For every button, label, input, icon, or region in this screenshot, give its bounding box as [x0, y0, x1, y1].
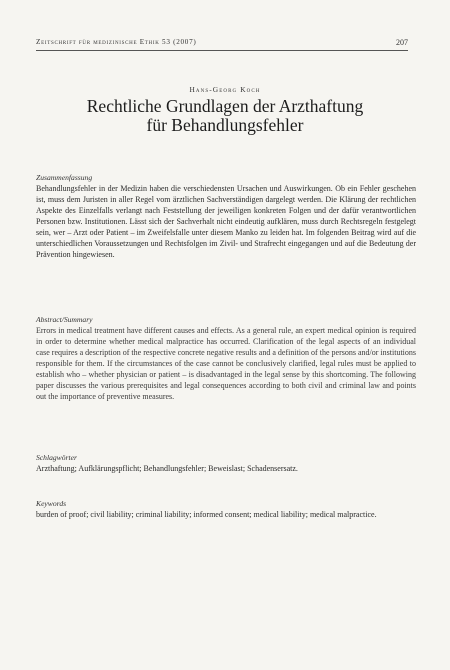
header-rule	[36, 50, 408, 51]
keywords-text: burden of proof; civil liability; criminal liability; informed consent; medical liability; medical malpractice.	[36, 510, 377, 519]
schlagwoerter-text: Arzthaftung; Aufklärungspflicht; Behandlungsfehler; Beweislast; Schadensersatz.	[36, 464, 298, 473]
zusammenfassung-text: Behandlungsfehler in der Medizin haben die verschiedensten Ursachen und Auswirkungen. Ob ein Fehler geschehen ist, muss dem Juristen in aller Regel vom ärztlichen Sachverständigen dargelegt werden. Die Klärung der rechtlichen Aspekte des Einzelfalls verlangt nach Feststellung der jeweiligen konkreten Folgen und der dafür verantwortlichen Personen bzw. Institutionen. Lässt sich der Sachverhalt nicht eindeutig aufklären, muss durch Rechtsregeln festgelegt sein, wer – Arzt oder Patient – im Zweifelsfalle unter diesem Manko zu leiden hat. Im folgenden Beitrag wird auf die unterschiedlichen Voraussetzungen und Rechtsfolgen im Zivil- und Strafrecht eingegangen und auf die Bedeutung der Prävention hingewiesen.	[36, 184, 416, 259]
keywords-label: Keywords	[36, 499, 67, 508]
page-number: 207	[396, 38, 408, 47]
keywords-section	[36, 499, 416, 520]
title-line-1: Rechtliche Grundlagen der Arzthaftung	[86, 96, 364, 116]
article-title	[0, 97, 450, 134]
author-name: Hans-Georg Koch	[189, 85, 261, 94]
running-head	[36, 38, 408, 46]
abstract-label: Abstract/Summary	[36, 315, 93, 324]
abstract-section	[36, 315, 416, 402]
zusammenfassung-section	[36, 173, 416, 260]
zusammenfassung-label: Zusammenfassung	[36, 173, 93, 182]
schlagwoerter-section	[36, 453, 416, 474]
schlagwoerter-label: Schlagwörter	[36, 453, 77, 462]
journal-citation: Zeitschrift für medizinische Ethik 53 (2007)	[36, 38, 197, 46]
abstract-text: Errors in medical treatment have different causes and effects. As a general rule, an expert medical opinion is required in order to determine whether medical malpractice has occurred. Clarification of the legal aspects of an individual case requires a description of the respective concrete negative results and a definition of the persons and/or institutions responsible for them. If the circumstances of the case cannot be conclusively clarified, legal rules must be applied to establish who – whether physician or patient – is disadvantaged in the legal sense by this shortcoming. The following paper discusses the various prerequisites and legal consequences according to both civil and criminal law and points out the importance of preventive measures.	[36, 326, 416, 401]
title-line-2: für Behandlungsfehler	[146, 114, 304, 135]
